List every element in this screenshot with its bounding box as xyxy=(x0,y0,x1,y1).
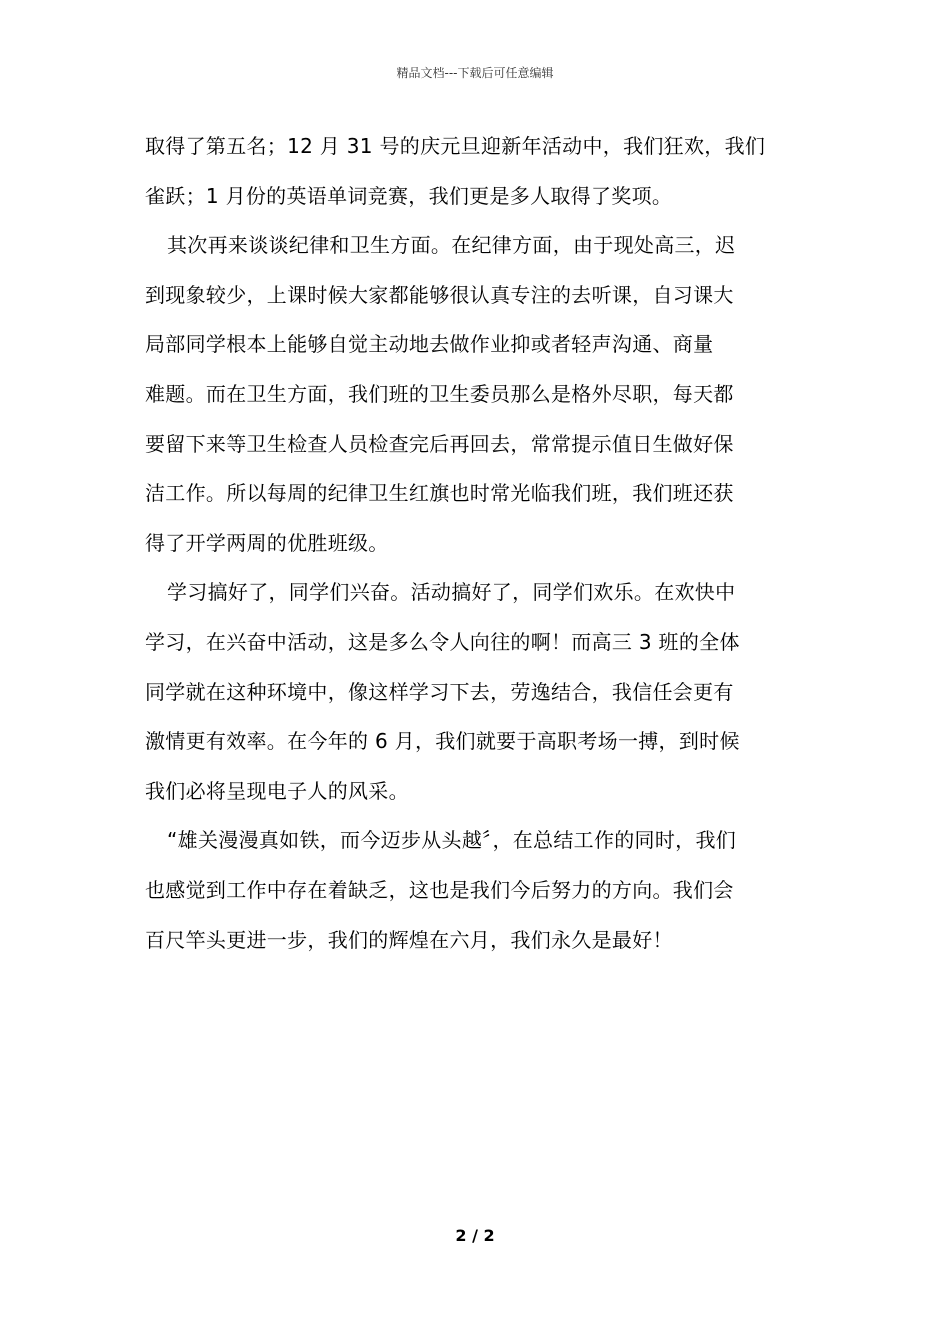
text-line: 也感觉到工作中存在着缺乏，这也是我们今后努力的方向。我们会 xyxy=(145,877,734,902)
document-body xyxy=(145,126,815,969)
text-line: 到现象较少，上课时候大家都能够很认真专注的去听课，自习课大 xyxy=(145,282,734,307)
text-line: 难题。而在卫生方面，我们班的卫生委员那么是格外尽职，每天都 xyxy=(145,381,734,406)
text-line: 雀跃；1 月份的英语单词竞赛，我们更是多人取得了奖项。 xyxy=(145,183,673,208)
text-line: 得了开学两周的优胜班级。 xyxy=(145,530,389,555)
text-line: 洁工作。所以每周的纪律卫生红旗也时常光临我们班，我们班还获 xyxy=(145,481,734,506)
text-line: 同学就在这种环境中，像这样学习下去，劳逸结合，我信任会更有 xyxy=(145,679,734,704)
page-header: 精品文档---下载后可任意编辑 xyxy=(396,66,554,80)
page-number: 2 / 2 xyxy=(455,1226,495,1245)
text-line: 学习，在兴奋中活动，这是多么令人向往的啊！而高三 3 班的全体 xyxy=(145,629,740,654)
paragraph-first-line: 其次再来谈谈纪律和卫生方面。在纪律方面，由于现处高三，迟 xyxy=(167,233,736,258)
paragraph-first-line: 学习搞好了，同学们兴奋。活动搞好了，同学们欢乐。在欢快中 xyxy=(167,580,736,605)
text-line: 激情更有效率。在今年的 6 月，我们就要于高职考场一搏，到时候 xyxy=(145,729,740,754)
text-line: 百尺竿头更进一步，我们的辉煌在六月，我们永久是最好！ xyxy=(145,927,673,952)
paragraph-first-line: “雄关漫漫真如铁，而今迈步从头越〞，在总结工作的同时，我们 xyxy=(167,828,737,853)
text-line: 我们必将呈现电子人的风采。 xyxy=(145,778,409,803)
text-line: 局部同学根本上能够自觉主动地去做作业抑或者轻声沟通、商量 xyxy=(145,332,714,357)
text-line: 要留下来等卫生检查人员检查完后再回去，常常提示值日生做好保 xyxy=(145,431,734,456)
text-line: 取得了第五名；12 月 31 号的庆元旦迎新年活动中，我们狂欢，我们 xyxy=(145,134,766,158)
